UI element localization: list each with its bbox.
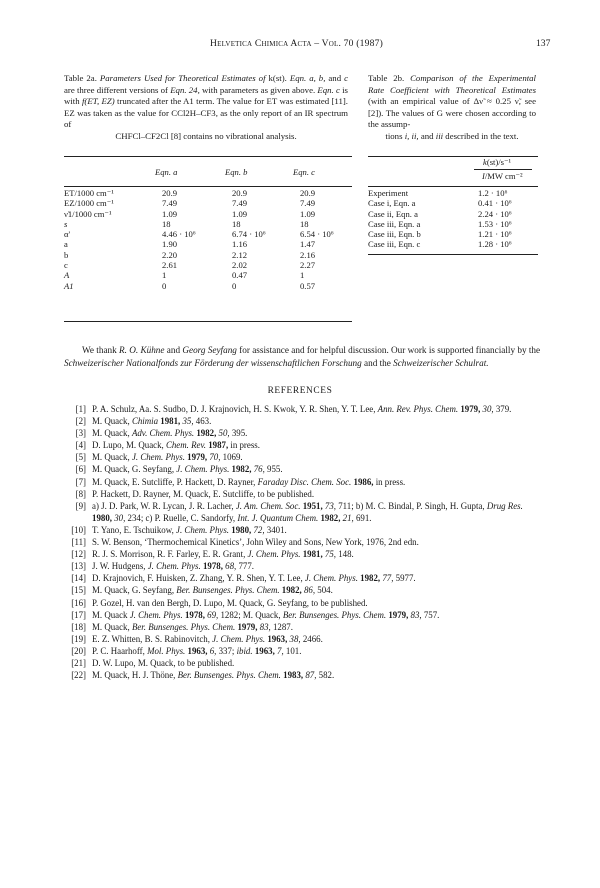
- ref-pages: 337;: [218, 645, 235, 656]
- ref-authors: R. J. S. Morrison, R. F. Farley, E. R. Grant,: [92, 549, 246, 560]
- cell-eqn-b: 2.12: [232, 249, 248, 260]
- table-row: [64, 198, 350, 208]
- ref-authors: M. Quack,: [92, 416, 130, 427]
- ref-journal: Ber. Bunsenges. Phys. Chem.: [176, 585, 280, 596]
- ref-journal: Chimia: [131, 416, 159, 427]
- col-header-eqn-b: Eqn. b: [225, 167, 248, 177]
- ref-journal: Chem. Rev.: [165, 440, 206, 451]
- reference-item: [64, 621, 540, 633]
- row-label: A1: [64, 280, 74, 291]
- ref-volume: 75,: [324, 549, 337, 560]
- ack-text: and: [166, 345, 181, 355]
- row-label: s: [64, 218, 68, 229]
- ref-year: 1979,: [187, 452, 208, 463]
- ref-journal: J. Chem. Phys.: [129, 609, 183, 620]
- caption-fragment: Eqn. 24,: [170, 84, 200, 95]
- table-2a-title: Parameters Used for Theoretical Estimates of: [99, 73, 266, 83]
- ref-year: 1980,: [92, 512, 112, 523]
- ack-text: for assistance and for helpful discussion. Our work is supported financially by the: [239, 345, 541, 355]
- acknowledgment: [64, 344, 540, 370]
- ref-year: 1983,: [283, 670, 304, 681]
- table-2a: [64, 188, 350, 291]
- ref-pages: 1069.: [222, 452, 243, 463]
- cell-eqn-c: 1.47: [300, 239, 316, 250]
- cell-eqn-a: 4.46 · 10⁶: [162, 229, 196, 240]
- caption-fragment: tions: [385, 130, 403, 141]
- reference-item: [64, 476, 540, 488]
- col-header-eqn-a: Eqn. a: [155, 167, 178, 177]
- ref-year: 1963,: [254, 645, 275, 656]
- ref-authors: P. Gozel, H. van den Bergh, D. Lupo, M. Quack, G. Seyfang, to be published.: [92, 597, 368, 608]
- cell-eqn-b: 1.09: [232, 208, 248, 219]
- ref-volume: 38,: [289, 633, 301, 644]
- ref-authors: D. W. Lupo, M. Quack, to be published.: [92, 657, 235, 668]
- ref-year: 1951,: [302, 500, 323, 511]
- table-2b: [368, 188, 536, 250]
- ref-year: 1963,: [187, 645, 208, 656]
- table-row: [64, 270, 350, 280]
- cell-eqn-b: 1.16: [232, 239, 248, 250]
- ref-year: 1979,: [388, 609, 409, 620]
- ref-number: [6]: [75, 464, 86, 475]
- running-header: [0, 38, 600, 52]
- reference-item: [64, 427, 540, 439]
- ref-pages: in press.: [375, 476, 406, 487]
- ref-year: 1980,: [231, 524, 252, 535]
- ref-pages: in press.: [230, 440, 260, 451]
- ref-journal: J. Chem. Phys.: [247, 549, 301, 560]
- table-row: [368, 198, 536, 208]
- row-label: c: [64, 260, 68, 271]
- ref-pages: 379.: [495, 404, 512, 414]
- cell-eqn-a: 18: [162, 218, 171, 229]
- ref-number: [13]: [71, 561, 86, 572]
- table-2b-label: Table 2b.: [368, 73, 405, 83]
- reference-item: [64, 560, 540, 572]
- ref-number: [9]: [75, 500, 86, 511]
- cell-eqn-a: 1.90: [162, 239, 178, 250]
- row-label: Case ii, Eqn. a: [368, 208, 418, 219]
- ref-number: [18]: [71, 621, 86, 632]
- ref-number: [17]: [71, 609, 86, 620]
- table-row: [64, 188, 350, 198]
- ref-authors: M. Quack: [92, 609, 128, 620]
- ref-year: 1978,: [202, 561, 223, 572]
- reference-item: [64, 403, 540, 415]
- caption-fragment: with parameters as given above.: [202, 84, 316, 95]
- table-row: [368, 188, 536, 198]
- fraction-bar: [474, 169, 532, 170]
- cell-eqn-a: 1: [162, 270, 167, 281]
- ref-pages: 691.: [355, 512, 372, 523]
- ack-text: and the: [364, 357, 391, 368]
- caption-fragment: f(ET, EZ): [81, 96, 115, 107]
- cell-eqn-a: 2.20: [162, 249, 178, 260]
- caption-fragment: described in the text.: [445, 130, 519, 141]
- cell-eqn-b: 7.49: [232, 198, 248, 209]
- cell-eqn-b: 0: [232, 280, 237, 291]
- reference-item: [64, 451, 540, 463]
- ref-authors: M. Quack, G. Seyfang,: [92, 585, 175, 596]
- ref-pages: 1282; M. Quack,: [220, 609, 281, 620]
- ref-pages: 504.: [317, 585, 333, 596]
- ref-volume: 6,: [209, 645, 217, 656]
- ref-number: [4]: [75, 440, 86, 451]
- ref-year: 1978,: [184, 609, 205, 620]
- cell-eqn-c: 2.27: [300, 260, 316, 271]
- table-2b-title: Comparison of the Experimental Rate Coefficient with Theoretical Estimates: [368, 73, 536, 95]
- caption-fragment: iii: [435, 130, 444, 141]
- table-row: [64, 239, 350, 249]
- ref-pages: 148.: [338, 549, 354, 560]
- ref-journal: Faraday Disc. Chem. Soc.: [257, 476, 352, 487]
- cell-eqn-a: 1.09: [162, 208, 178, 219]
- caption-fragment: and: [420, 130, 434, 141]
- row-label: Case i, Eqn. a: [368, 198, 416, 209]
- ref-volume: 30,: [482, 404, 494, 414]
- ref-journal: Ber. Bunsenges. Phys. Chem.: [177, 670, 281, 681]
- ref-pages: 582.: [318, 670, 335, 681]
- ref-journal: J. Chem. Phys.: [304, 573, 358, 584]
- ref-pages: 777.: [238, 561, 254, 572]
- table-row: [64, 250, 350, 260]
- reference-item: [64, 439, 540, 451]
- row-label: ν̃1/1000 cm⁻¹: [64, 208, 112, 219]
- ref-authors: S. W. Benson, ‘Thermochemical Kinetics’, John Wiley and Sons, New York, 1976, 2nd edn.: [92, 537, 419, 548]
- row-label: A: [64, 270, 70, 281]
- table-2b-header-rule: [368, 186, 538, 187]
- table-row: [368, 239, 536, 249]
- ref-authors: a) J. D. Park, W. R. Lycan, J. R. Lacher,: [92, 500, 234, 511]
- row-label: Case iii, Eqn. a: [368, 218, 421, 229]
- ref-year: 1979,: [237, 621, 258, 632]
- ref-volume: 86,: [303, 585, 316, 596]
- cell-eqn-c: 1: [300, 270, 305, 281]
- cell-rate: 1.28 · 10⁶: [478, 239, 512, 250]
- caption-fragment: CHFCl–CF2Cl [8] contains no vibrational analysis.: [115, 130, 297, 141]
- ref-journal: Drug Res.: [486, 500, 523, 511]
- cell-eqn-c: 2.16: [300, 249, 316, 260]
- table-2a-header-rule: [64, 186, 352, 187]
- ref-number: [16]: [71, 597, 86, 608]
- cell-eqn-a: 0: [162, 280, 167, 291]
- cell-rate: 1.2 · 10⁶: [478, 188, 508, 198]
- table-2a-k: k(st).: [268, 73, 287, 83]
- table-2a-caption: [64, 73, 348, 143]
- table-row: [64, 260, 350, 270]
- ref-pages: 463.: [195, 416, 212, 427]
- ref-pages: 101.: [285, 645, 302, 656]
- ref-authors: M. Quack, E. Sutcliffe, P. Hackett, D. Rayner,: [92, 476, 256, 487]
- table-2a-bottom-rule: [64, 321, 352, 322]
- ref-number: [12]: [71, 549, 86, 560]
- ref-number: [8]: [75, 488, 86, 499]
- ref-year: 1987,: [208, 440, 229, 451]
- cell-rate: 1.53 · 10⁶: [478, 218, 512, 229]
- table-2a-top-rule: [64, 156, 352, 157]
- ref-volume: 21,: [342, 512, 354, 523]
- ref-volume: 7,: [277, 645, 284, 656]
- caption-fragment: Eqn. c: [317, 84, 340, 95]
- page-number: 137: [536, 38, 551, 49]
- ref-volume: 35,: [182, 416, 194, 427]
- ref-pages: 757.: [423, 609, 440, 620]
- ref-number: [1]: [75, 404, 86, 414]
- ref-year: 1982,: [360, 573, 381, 584]
- table-2a-label: Table 2a.: [64, 73, 97, 83]
- ref-year: 1982,: [281, 585, 302, 596]
- ref-number: [3]: [75, 428, 86, 439]
- reference-item: [64, 597, 540, 609]
- cell-eqn-c: 1.09: [300, 208, 316, 219]
- cell-eqn-c: 7.49: [300, 198, 316, 209]
- reference-item: [64, 584, 540, 596]
- table-2b-bottom-rule: [368, 254, 538, 255]
- ref-journal: ibid.: [236, 645, 253, 656]
- ref-pages: 5977.: [395, 573, 416, 584]
- ref-pages: 395.: [231, 428, 248, 439]
- row-label: a: [64, 239, 68, 250]
- reference-item: [64, 572, 540, 584]
- caption-fragment: Eqn. a, b,: [289, 73, 326, 83]
- ref-year: 1986,: [353, 476, 374, 487]
- ref-number: [22]: [71, 670, 86, 681]
- ref-journal: J. Chem. Phys.: [212, 633, 266, 644]
- table-row: [64, 229, 350, 239]
- ref-authors: M. Quack,: [92, 428, 130, 439]
- ref-authors: M. Quack,: [92, 452, 130, 463]
- table-row: [64, 281, 350, 291]
- cell-eqn-a: 2.61: [162, 260, 178, 271]
- caption-fragment: is with: [64, 84, 348, 107]
- reference-item: [64, 524, 540, 536]
- table-row: [64, 219, 350, 229]
- ref-journal: J. Chem. Phys.: [131, 452, 185, 463]
- ref-authors: J. W. Hudgens,: [92, 561, 146, 572]
- caption-fragment: are three different versions of: [64, 84, 168, 95]
- ref-volume: 72,: [253, 524, 265, 535]
- table-row: [368, 219, 536, 229]
- ref-number: [14]: [71, 573, 86, 584]
- ref-authors: P. C. Haarhoff,: [92, 645, 145, 656]
- ref-volume: 69,: [207, 609, 219, 620]
- col-header-k: k(st)/s⁻¹: [483, 157, 512, 167]
- ref-authors: M. Quack, H. J. Thöne,: [92, 670, 176, 681]
- cell-eqn-c: 6.54 · 10⁶: [300, 229, 334, 240]
- caption-fragment: truncated after the A1 term. The value for ET was estimated [11]. EZ was taken as the value for CCl2H–CF3, as the only report of an IR spectrum of: [64, 96, 348, 130]
- row-label: Experiment: [368, 188, 409, 198]
- cell-rate: 2.24 · 10⁶: [478, 208, 512, 219]
- ref-pages: 3401.: [266, 524, 287, 535]
- ref-volume: 68,: [225, 561, 237, 572]
- ref-journal: J. Chem. Phys.: [176, 524, 230, 535]
- ref-authors: P. Hackett, D. Rayner, M. Quack, E. Sutcliffe, to be published.: [92, 488, 315, 499]
- ref-year: 1982,: [196, 428, 217, 439]
- cell-eqn-b: 2.02: [232, 260, 248, 271]
- reference-item: [64, 536, 540, 548]
- cell-eqn-a: 20.9: [162, 188, 178, 198]
- table-row: [368, 209, 536, 219]
- ref-pages: 2466.: [302, 633, 323, 644]
- cell-eqn-c: 20.9: [300, 188, 316, 198]
- col-header-eqn-c: Eqn. c: [293, 167, 315, 177]
- ref-year: 1981,: [160, 416, 181, 427]
- ref-authors: T. Yano, E. Tschuikow,: [92, 524, 174, 535]
- cell-eqn-b: 20.9: [232, 188, 248, 198]
- row-label: ET/1000 cm⁻¹: [64, 188, 114, 198]
- ref-journal: Ber. Bunsenges. Phys. Chem.: [131, 621, 236, 632]
- ref-volume: 30,: [114, 512, 126, 523]
- ref-authors: P. A. Schulz, Aa. S. Sudbo, D. J. Krajnovich, H. S. Kwok, Y. R. Shen, Y. T. Lee,: [92, 404, 376, 414]
- ref-pages: 1287.: [272, 621, 293, 632]
- caption-fragment: i, ii,: [404, 130, 419, 141]
- ref-number: [20]: [71, 645, 86, 656]
- ref-volume: 83,: [410, 609, 422, 620]
- table-2b-top-rule: [368, 156, 538, 157]
- reference-item: [64, 500, 540, 524]
- ref-volume: 50,: [218, 428, 230, 439]
- table-2b-caption: [368, 73, 536, 143]
- reference-item: [64, 488, 540, 500]
- ref-pages: 234; c) P. Ruelle, C. Sandorfy,: [127, 512, 236, 523]
- ref-journal: Ann. Rev. Phys. Chem.: [377, 404, 459, 414]
- ref-authors: D. Krajnovich, F. Huisken, Z. Zhang, Y. R. Shen, Y. T. Lee,: [92, 573, 303, 584]
- ref-journal: Adv. Chem. Phys.: [131, 428, 195, 439]
- cell-eqn-c: 0.57: [300, 280, 316, 291]
- ref-number: [15]: [71, 585, 86, 596]
- ref-journal: Int. J. Quantum Chem.: [237, 512, 319, 523]
- ref-journal: J. Chem. Phys.: [176, 464, 230, 475]
- ack-text: We thank: [82, 345, 117, 355]
- caption-fragment: (with an empirical value of Δν̃ ≈ 0.25 ν̃, see [2]). The values of G were chosen according to the assump-: [368, 96, 536, 130]
- ref-year: 1979,: [460, 404, 481, 414]
- ack-person: Georg Seyfang: [182, 345, 237, 355]
- cell-eqn-c: 18: [300, 218, 309, 229]
- cell-eqn-b: 6.74 · 10⁶: [232, 229, 266, 240]
- ref-journal: J. Am. Chem. Soc.: [235, 500, 301, 511]
- ref-volume: 76,: [253, 464, 265, 475]
- ref-volume: 77,: [382, 573, 394, 584]
- ref-number: [2]: [75, 416, 86, 427]
- ref-number: [11]: [71, 537, 86, 548]
- ref-journal: Mol. Phys.: [147, 645, 186, 656]
- reference-item: [64, 669, 540, 681]
- journal-title: Helvetica Chimica Acta – Vol. 70 (1987): [210, 38, 384, 49]
- ref-volume: 70,: [209, 452, 221, 463]
- row-label: Case iii, Eqn. c: [368, 239, 421, 250]
- ref-year: 1982,: [231, 464, 252, 475]
- ref-year: 1981,: [302, 549, 323, 560]
- ref-authors: M. Quack,: [92, 621, 130, 632]
- reference-item: [64, 463, 540, 475]
- reference-item: [64, 609, 540, 621]
- references-list: [64, 403, 540, 681]
- ack-funder: Schweizerischer Schulrat.: [393, 357, 489, 368]
- ref-authors: M. Quack, G. Seyfang,: [92, 464, 175, 475]
- reference-item: [64, 657, 540, 669]
- row-label: EZ/1000 cm⁻¹: [64, 198, 114, 209]
- ack-funder: Schweizerischer Nationalfonds zur Förderung der wissenschaftlichen Forschung: [64, 357, 362, 368]
- caption-fragment: c: [344, 73, 349, 83]
- ref-volume: 87,: [305, 670, 317, 681]
- ref-authors: E. Z. Whitten, B. S. Rabinovitch,: [92, 633, 210, 644]
- row-label: α': [64, 229, 71, 240]
- cell-eqn-b: 18: [232, 218, 241, 229]
- table-row: [368, 229, 536, 239]
- row-label: b: [64, 249, 69, 260]
- references-heading: REFERENCES: [267, 386, 333, 396]
- ref-number: [19]: [71, 633, 86, 644]
- ref-number: [5]: [75, 452, 86, 463]
- cell-rate: 0.41 · 10⁶: [478, 198, 512, 209]
- ref-volume: 83,: [259, 621, 271, 632]
- ref-number: [7]: [75, 476, 86, 487]
- ref-number: [10]: [71, 524, 86, 535]
- ref-pages: 955.: [267, 464, 283, 475]
- ref-authors: D. Lupo, M. Quack,: [92, 440, 164, 451]
- cell-rate: 1.21 · 10⁶: [478, 229, 512, 240]
- reference-item: [64, 645, 540, 657]
- ref-volume: 73,: [324, 500, 337, 511]
- ref-number: [21]: [71, 657, 86, 668]
- table-row: [64, 209, 350, 219]
- col-header-intensity: I/MW cm⁻²: [482, 171, 523, 181]
- reference-item: [64, 633, 540, 645]
- ack-person: R. O. Kühne: [119, 345, 165, 355]
- caption-fragment: and: [328, 73, 342, 83]
- row-label: Case iii, Eqn. b: [368, 229, 421, 240]
- reference-item: [64, 548, 540, 560]
- reference-item: [64, 415, 540, 427]
- cell-eqn-a: 7.49: [162, 198, 178, 209]
- ref-year: 1963,: [267, 633, 288, 644]
- cell-eqn-b: 0.47: [232, 270, 248, 281]
- ref-pages: 711; b) M. C. Bindal, P. Singh, H. Gupta,: [338, 500, 485, 511]
- ref-journal: J. Chem. Phys.: [147, 561, 201, 572]
- ref-journal: Ber. Bunsenges. Phys. Chem.: [282, 609, 387, 620]
- ref-year: 1982,: [320, 512, 341, 523]
